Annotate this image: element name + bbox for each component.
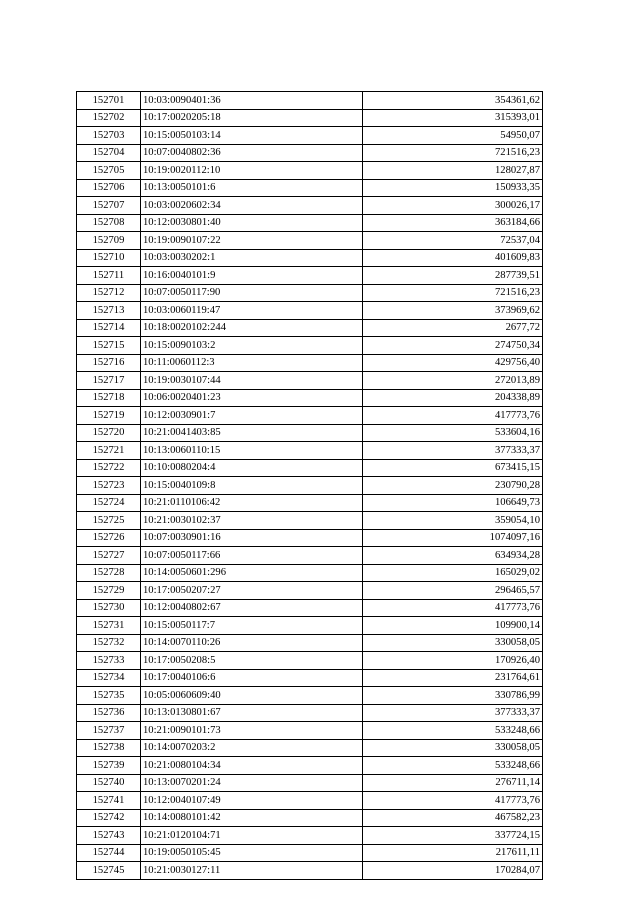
amount-cell: 417773,76 bbox=[363, 599, 543, 617]
cadastral-number-cell: 10:13:0050101:6 bbox=[141, 179, 363, 197]
cadastral-number-cell: 10:06:0020401:23 bbox=[141, 389, 363, 407]
cadastral-number-cell: 10:07:0050117:90 bbox=[141, 284, 363, 302]
table-row bbox=[77, 477, 543, 495]
table-row bbox=[77, 739, 543, 757]
row-id-cell: 152730 bbox=[77, 599, 141, 617]
table-row bbox=[77, 302, 543, 320]
table-row bbox=[77, 92, 543, 110]
cadastral-number-cell: 10:03:0020602:34 bbox=[141, 197, 363, 215]
cadastral-number-cell: 10:14:0080101:42 bbox=[141, 809, 363, 827]
table-row bbox=[77, 617, 543, 635]
cadastral-number-cell: 10:19:0020112:10 bbox=[141, 162, 363, 180]
cadastral-number-cell: 10:12:0030901:7 bbox=[141, 407, 363, 425]
amount-cell: 170926,40 bbox=[363, 652, 543, 670]
row-id-cell: 152701 bbox=[77, 92, 141, 110]
row-id-cell: 152707 bbox=[77, 197, 141, 215]
cadastral-number-cell: 10:17:0040106:6 bbox=[141, 669, 363, 687]
row-id-cell: 152705 bbox=[77, 162, 141, 180]
amount-cell: 287739,51 bbox=[363, 267, 543, 285]
row-id-cell: 152729 bbox=[77, 582, 141, 600]
row-id-cell: 152704 bbox=[77, 144, 141, 162]
row-id-cell: 152728 bbox=[77, 564, 141, 582]
cadastral-number-cell: 10:19:0090107:22 bbox=[141, 232, 363, 250]
row-id-cell: 152716 bbox=[77, 354, 141, 372]
cadastral-number-cell: 10:15:0040109:8 bbox=[141, 477, 363, 495]
amount-cell: 721516,23 bbox=[363, 284, 543, 302]
cadastral-number-cell: 10:14:0070110:26 bbox=[141, 634, 363, 652]
amount-cell: 1074097,16 bbox=[363, 529, 543, 547]
row-id-cell: 152727 bbox=[77, 547, 141, 565]
row-id-cell: 152739 bbox=[77, 757, 141, 775]
cadastral-number-cell: 10:05:0060609:40 bbox=[141, 687, 363, 705]
cadastral-number-cell: 10:17:0050208:5 bbox=[141, 652, 363, 670]
row-id-cell: 152731 bbox=[77, 617, 141, 635]
row-id-cell: 152735 bbox=[77, 687, 141, 705]
table-row bbox=[77, 774, 543, 792]
table-row bbox=[77, 197, 543, 215]
table-row bbox=[77, 827, 543, 845]
table-row bbox=[77, 634, 543, 652]
row-id-cell: 152708 bbox=[77, 214, 141, 232]
table-row bbox=[77, 512, 543, 530]
table-row bbox=[77, 442, 543, 460]
row-id-cell: 152723 bbox=[77, 477, 141, 495]
table-row bbox=[77, 249, 543, 267]
cadastral-number-cell: 10:12:0030801:40 bbox=[141, 214, 363, 232]
cadastral-number-cell: 10:17:0020205:18 bbox=[141, 109, 363, 127]
table-row bbox=[77, 284, 543, 302]
amount-cell: 373969,62 bbox=[363, 302, 543, 320]
amount-cell: 109900,14 bbox=[363, 617, 543, 635]
table-row bbox=[77, 127, 543, 145]
table-row bbox=[77, 529, 543, 547]
amount-cell: 217611,11 bbox=[363, 844, 543, 862]
row-id-cell: 152715 bbox=[77, 337, 141, 355]
cadastral-number-cell: 10:21:0120104:71 bbox=[141, 827, 363, 845]
amount-cell: 359054,10 bbox=[363, 512, 543, 530]
table-row bbox=[77, 319, 543, 337]
row-id-cell: 152732 bbox=[77, 634, 141, 652]
table-row bbox=[77, 669, 543, 687]
amount-cell: 54950,07 bbox=[363, 127, 543, 145]
row-id-cell: 152737 bbox=[77, 722, 141, 740]
amount-cell: 330058,05 bbox=[363, 634, 543, 652]
table-row bbox=[77, 599, 543, 617]
table-row bbox=[77, 179, 543, 197]
cadastral-number-cell: 10:15:0050117:7 bbox=[141, 617, 363, 635]
table-row bbox=[77, 844, 543, 862]
table-row bbox=[77, 547, 543, 565]
cadastral-number-cell: 10:21:0090101:73 bbox=[141, 722, 363, 740]
data-table bbox=[76, 91, 543, 880]
cadastral-number-cell: 10:10:0080204:4 bbox=[141, 459, 363, 477]
cadastral-number-cell: 10:21:0041403:85 bbox=[141, 424, 363, 442]
table-row bbox=[77, 704, 543, 722]
row-id-cell: 152724 bbox=[77, 494, 141, 512]
amount-cell: 721516,23 bbox=[363, 144, 543, 162]
amount-cell: 165029,02 bbox=[363, 564, 543, 582]
table-row bbox=[77, 862, 543, 880]
amount-cell: 128027,87 bbox=[363, 162, 543, 180]
table-row bbox=[77, 214, 543, 232]
row-id-cell: 152726 bbox=[77, 529, 141, 547]
table-row bbox=[77, 407, 543, 425]
cadastral-number-cell: 10:14:0070203:2 bbox=[141, 739, 363, 757]
row-id-cell: 152744 bbox=[77, 844, 141, 862]
amount-cell: 150933,35 bbox=[363, 179, 543, 197]
amount-cell: 330786,99 bbox=[363, 687, 543, 705]
table-row bbox=[77, 652, 543, 670]
amount-cell: 274750,34 bbox=[363, 337, 543, 355]
amount-cell: 170284,07 bbox=[363, 862, 543, 880]
amount-cell: 276711,14 bbox=[363, 774, 543, 792]
row-id-cell: 152717 bbox=[77, 372, 141, 390]
cadastral-number-cell: 10:21:0030127:11 bbox=[141, 862, 363, 880]
table-row bbox=[77, 582, 543, 600]
row-id-cell: 152741 bbox=[77, 792, 141, 810]
amount-cell: 300026,17 bbox=[363, 197, 543, 215]
cadastral-number-cell: 10:07:0050117:66 bbox=[141, 547, 363, 565]
table-row bbox=[77, 809, 543, 827]
amount-cell: 354361,62 bbox=[363, 92, 543, 110]
amount-cell: 72537,04 bbox=[363, 232, 543, 250]
table-row bbox=[77, 144, 543, 162]
table-row bbox=[77, 267, 543, 285]
row-id-cell: 152742 bbox=[77, 809, 141, 827]
row-id-cell: 152719 bbox=[77, 407, 141, 425]
amount-cell: 337724,15 bbox=[363, 827, 543, 845]
cadastral-number-cell: 10:03:0030202:1 bbox=[141, 249, 363, 267]
amount-cell: 634934,28 bbox=[363, 547, 543, 565]
amount-cell: 377333,37 bbox=[363, 442, 543, 460]
cadastral-number-cell: 10:13:0130801:67 bbox=[141, 704, 363, 722]
amount-cell: 363184,66 bbox=[363, 214, 543, 232]
amount-cell: 315393,01 bbox=[363, 109, 543, 127]
row-id-cell: 152733 bbox=[77, 652, 141, 670]
amount-cell: 296465,57 bbox=[363, 582, 543, 600]
cadastral-number-cell: 10:13:0070201:24 bbox=[141, 774, 363, 792]
row-id-cell: 152743 bbox=[77, 827, 141, 845]
row-id-cell: 152736 bbox=[77, 704, 141, 722]
amount-cell: 417773,76 bbox=[363, 792, 543, 810]
row-id-cell: 152738 bbox=[77, 739, 141, 757]
cadastral-number-cell: 10:14:0050601:296 bbox=[141, 564, 363, 582]
row-id-cell: 152703 bbox=[77, 127, 141, 145]
amount-cell: 377333,37 bbox=[363, 704, 543, 722]
table-row bbox=[77, 389, 543, 407]
cadastral-number-cell: 10:18:0020102:244 bbox=[141, 319, 363, 337]
amount-cell: 330058,05 bbox=[363, 739, 543, 757]
cadastral-number-cell: 10:15:0050103:14 bbox=[141, 127, 363, 145]
row-id-cell: 152734 bbox=[77, 669, 141, 687]
cadastral-number-cell: 10:21:0110106:42 bbox=[141, 494, 363, 512]
cadastral-number-cell: 10:13:0060110:15 bbox=[141, 442, 363, 460]
cadastral-number-cell: 10:12:0040107:49 bbox=[141, 792, 363, 810]
cadastral-number-cell: 10:07:0040802:36 bbox=[141, 144, 363, 162]
amount-cell: 204338,89 bbox=[363, 389, 543, 407]
table-row bbox=[77, 722, 543, 740]
cadastral-number-cell: 10:21:0030102:37 bbox=[141, 512, 363, 530]
amount-cell: 231764,61 bbox=[363, 669, 543, 687]
amount-cell: 401609,83 bbox=[363, 249, 543, 267]
cadastral-number-cell: 10:17:0050207:27 bbox=[141, 582, 363, 600]
cadastral-number-cell: 10:19:0050105:45 bbox=[141, 844, 363, 862]
row-id-cell: 152740 bbox=[77, 774, 141, 792]
cadastral-number-cell: 10:15:0090103:2 bbox=[141, 337, 363, 355]
amount-cell: 533248,66 bbox=[363, 722, 543, 740]
row-id-cell: 152725 bbox=[77, 512, 141, 530]
amount-cell: 673415,15 bbox=[363, 459, 543, 477]
table-row bbox=[77, 687, 543, 705]
table-row bbox=[77, 109, 543, 127]
cadastral-number-cell: 10:21:0080104:34 bbox=[141, 757, 363, 775]
cadastral-number-cell: 10:07:0030901:16 bbox=[141, 529, 363, 547]
table-row bbox=[77, 459, 543, 477]
table-row bbox=[77, 494, 543, 512]
row-id-cell: 152721 bbox=[77, 442, 141, 460]
cadastral-number-cell: 10:03:0090401:36 bbox=[141, 92, 363, 110]
amount-cell: 467582,23 bbox=[363, 809, 543, 827]
amount-cell: 533248,66 bbox=[363, 757, 543, 775]
row-id-cell: 152722 bbox=[77, 459, 141, 477]
row-id-cell: 152712 bbox=[77, 284, 141, 302]
table-row bbox=[77, 564, 543, 582]
amount-cell: 106649,73 bbox=[363, 494, 543, 512]
amount-cell: 230790,28 bbox=[363, 477, 543, 495]
cadastral-number-cell: 10:12:0040802:67 bbox=[141, 599, 363, 617]
table-body bbox=[77, 92, 543, 880]
row-id-cell: 152745 bbox=[77, 862, 141, 880]
amount-cell: 417773,76 bbox=[363, 407, 543, 425]
amount-cell: 2677,72 bbox=[363, 319, 543, 337]
table-row bbox=[77, 337, 543, 355]
row-id-cell: 152720 bbox=[77, 424, 141, 442]
table-row bbox=[77, 232, 543, 250]
cadastral-number-cell: 10:19:0030107:44 bbox=[141, 372, 363, 390]
row-id-cell: 152706 bbox=[77, 179, 141, 197]
cadastral-number-cell: 10:16:0040101:9 bbox=[141, 267, 363, 285]
cadastral-number-cell: 10:03:0060119:47 bbox=[141, 302, 363, 320]
row-id-cell: 152713 bbox=[77, 302, 141, 320]
table-row bbox=[77, 792, 543, 810]
amount-cell: 272013,89 bbox=[363, 372, 543, 390]
table-row bbox=[77, 162, 543, 180]
amount-cell: 533604,16 bbox=[363, 424, 543, 442]
row-id-cell: 152710 bbox=[77, 249, 141, 267]
table-row bbox=[77, 757, 543, 775]
row-id-cell: 152714 bbox=[77, 319, 141, 337]
amount-cell: 429756,40 bbox=[363, 354, 543, 372]
cadastral-number-cell: 10:11:0060112:3 bbox=[141, 354, 363, 372]
row-id-cell: 152702 bbox=[77, 109, 141, 127]
row-id-cell: 152718 bbox=[77, 389, 141, 407]
table-row bbox=[77, 424, 543, 442]
row-id-cell: 152709 bbox=[77, 232, 141, 250]
table-row bbox=[77, 354, 543, 372]
row-id-cell: 152711 bbox=[77, 267, 141, 285]
table-row bbox=[77, 372, 543, 390]
